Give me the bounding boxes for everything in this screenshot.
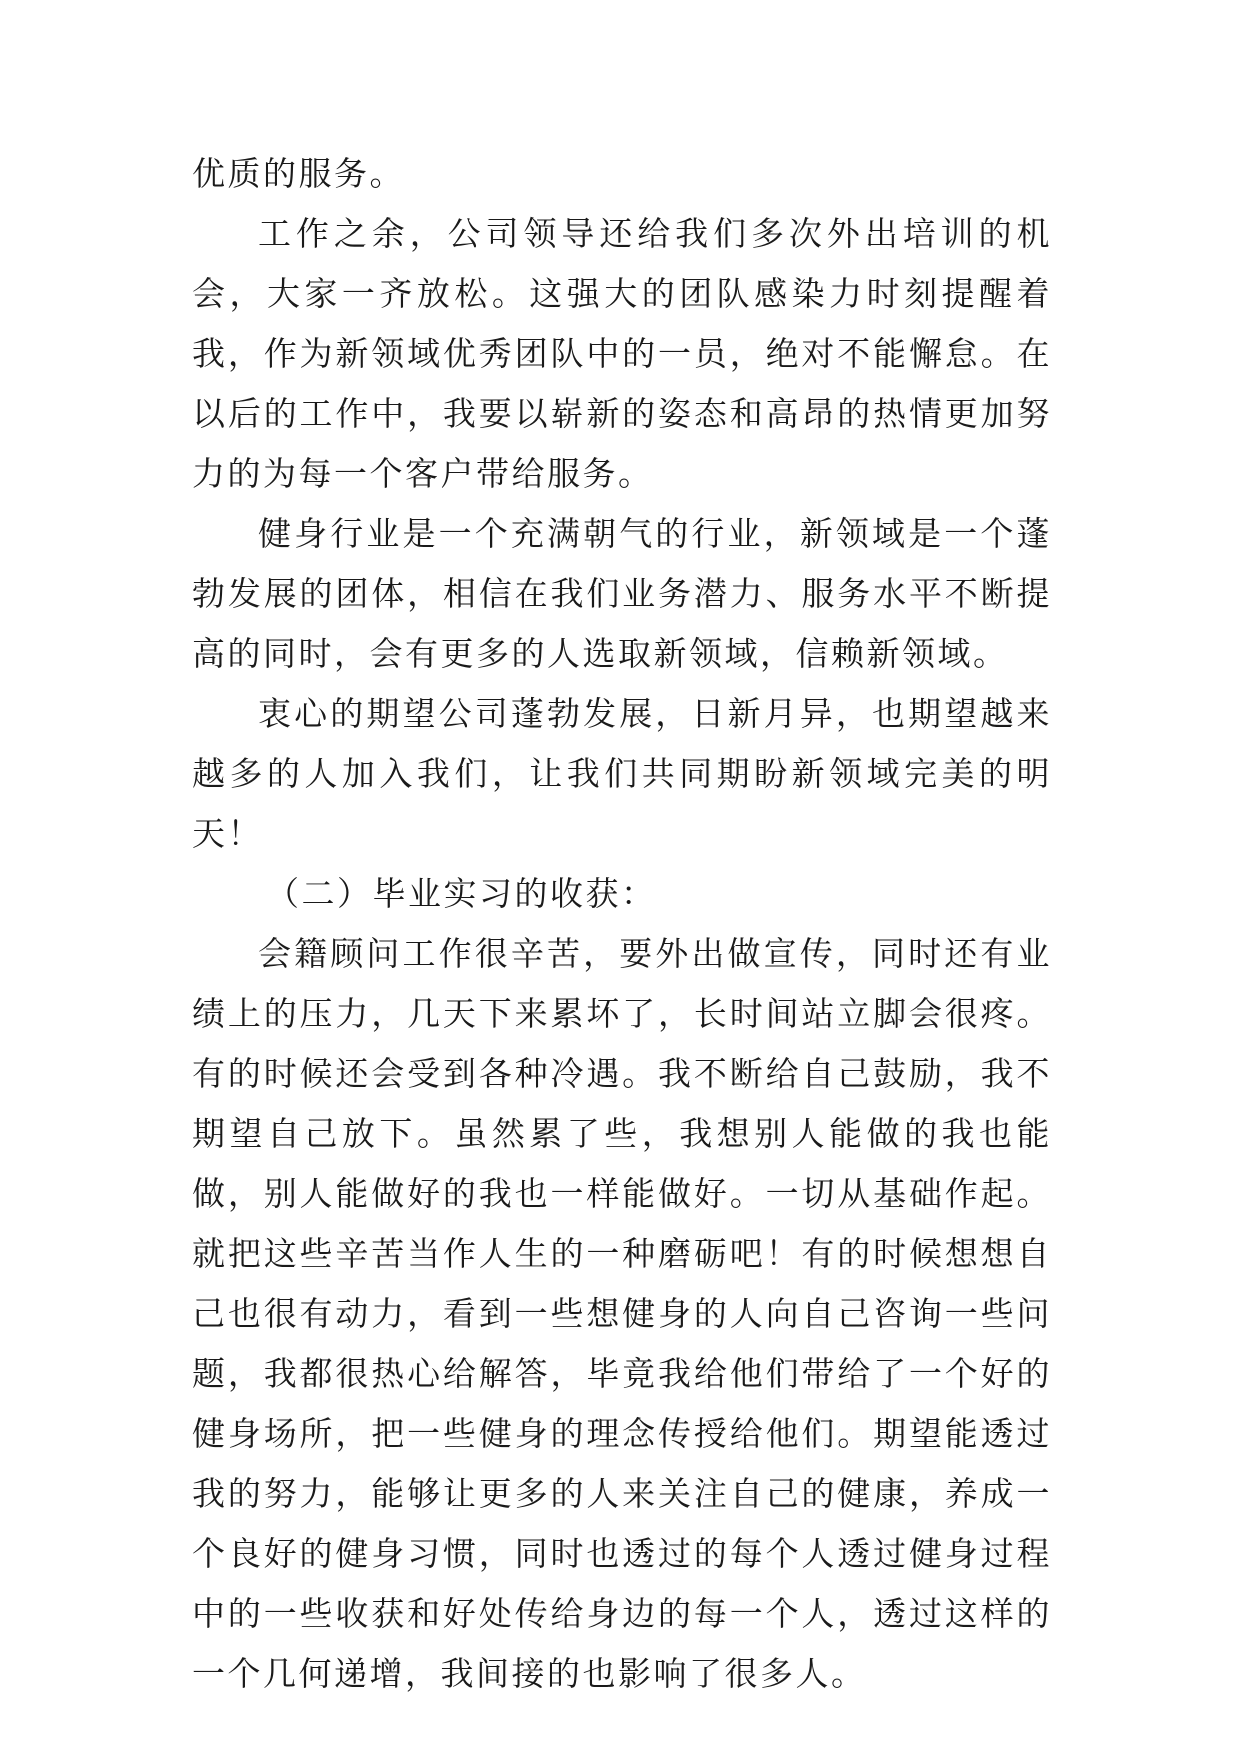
paragraph-industry: 健身行业是一个充满朝气的行业，新领域是一个蓬勃发展的团体，相信在我们业务潜力、服务水平不断提高的同时，会有更多的人选取新领域，信赖新领域。 bbox=[192, 514, 1052, 673]
paragraph-harvest: 会籍顾问工作很辛苦，要外出做宣传，同时还有业绩上的压力，几天下来累坏了，长时间站立脚会很疼。有的时候还会受到各种冷遇。我不断给自己鼓励，我不期望自己放下。虽然累了些，我想别人能做的我也能做，别人能做好的我也一样能做好。一切从基础作起。就把这些辛苦当作人生的一种磨砺吧！有的时候想想自己也很有动力，看到一些想健身的人向自己咨询一些问题，我都很热心给解答，毕竟我给他们带给了一个好的健身场所，把一些健身的理念传授给他们。期望能透过我的努力，能够让更多的人来关注自己的健康，养成一个良好的健身习惯，同时也透过的每个人透过健身过程中的一些收获和好处传给身边的每一个人，透过这样的一个几何递增，我间接的也影响了很多人。 bbox=[192, 934, 1052, 1693]
paragraph-wishes: 衷心的期望公司蓬勃发展，日新月异，也期望越来越多的人加入我们，让我们共同期盼新领域完美的明天！ bbox=[192, 694, 1052, 853]
paragraph-training: 工作之余，公司领导还给我们多次外出培训的机会，大家一齐放松。这强大的团队感染力时刻提醒着我，作为新领域优秀团队中的一员，绝对不能懈怠。在以后的工作中，我要以崭新的姿态和高昂的热情更加努力的为每一个客户带给服务。 bbox=[192, 214, 1052, 493]
paragraph-continuation: 优质的服务。 bbox=[192, 154, 405, 193]
document-body bbox=[192, 144, 1052, 1704]
section-heading: （二）毕业实习的收获： bbox=[266, 874, 657, 913]
